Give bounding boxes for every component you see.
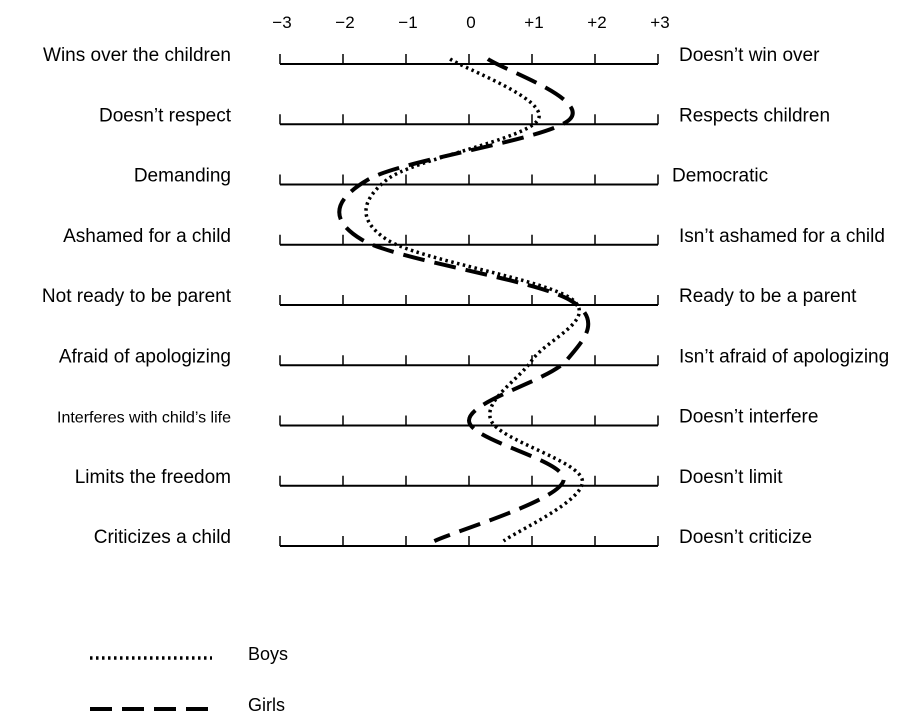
left-pole-label: Demanding [133, 165, 231, 187]
left-pole-label: Ashamed for a child [63, 225, 231, 247]
scale-row [75, 467, 783, 488]
x-tick-label: +3 [650, 13, 670, 32]
scale-row [57, 407, 818, 428]
right-pole-label: Isn’t afraid of apologizing [679, 346, 890, 368]
left-pole-label: Not ready to be parent [41, 286, 231, 307]
x-tick-label: −3 [272, 13, 292, 32]
x-tick-label: +1 [524, 13, 544, 32]
right-pole-label: Doesn’t interfere [679, 406, 819, 428]
right-pole-label: Isn’t ashamed for a child [679, 225, 885, 247]
x-tick-label: 0 [466, 13, 476, 32]
scale-row [134, 166, 768, 187]
scale-row [94, 527, 812, 548]
x-tick-label: −2 [335, 13, 355, 32]
scale-rows [42, 45, 889, 548]
right-pole-label: Democratic [672, 165, 769, 187]
x-tick-label: +2 [587, 13, 607, 32]
left-pole-label: Wins over the children [43, 45, 231, 66]
scale-row [59, 346, 889, 367]
legend [90, 644, 288, 715]
left-pole-label: Criticizes a child [93, 527, 231, 548]
scale-row [99, 105, 830, 126]
left-pole-label: Doesn’t respect [98, 105, 231, 127]
right-pole-label: Ready to be a parent [679, 286, 857, 307]
right-pole-label: Respects children [679, 105, 831, 127]
scale-row [43, 45, 820, 66]
x-tick-label: −1 [398, 13, 418, 32]
legend-label: Boys [248, 644, 289, 664]
legend-label: Girls [248, 695, 285, 715]
right-pole-label: Doesn’t limit [679, 466, 783, 488]
scale-row [42, 286, 857, 307]
scale-row [63, 226, 885, 247]
left-pole-label: Afraid of apologizing [58, 346, 231, 368]
left-pole-label: Limits the freedom [74, 466, 231, 488]
series-line-girls [339, 59, 588, 541]
right-pole-label: Doesn’t criticize [679, 527, 813, 548]
left-pole-label: Interferes with child’s life [57, 409, 231, 427]
right-pole-label: Doesn’t win over [679, 45, 820, 66]
x-tick-labels [272, 13, 669, 32]
series-lines [339, 59, 588, 541]
